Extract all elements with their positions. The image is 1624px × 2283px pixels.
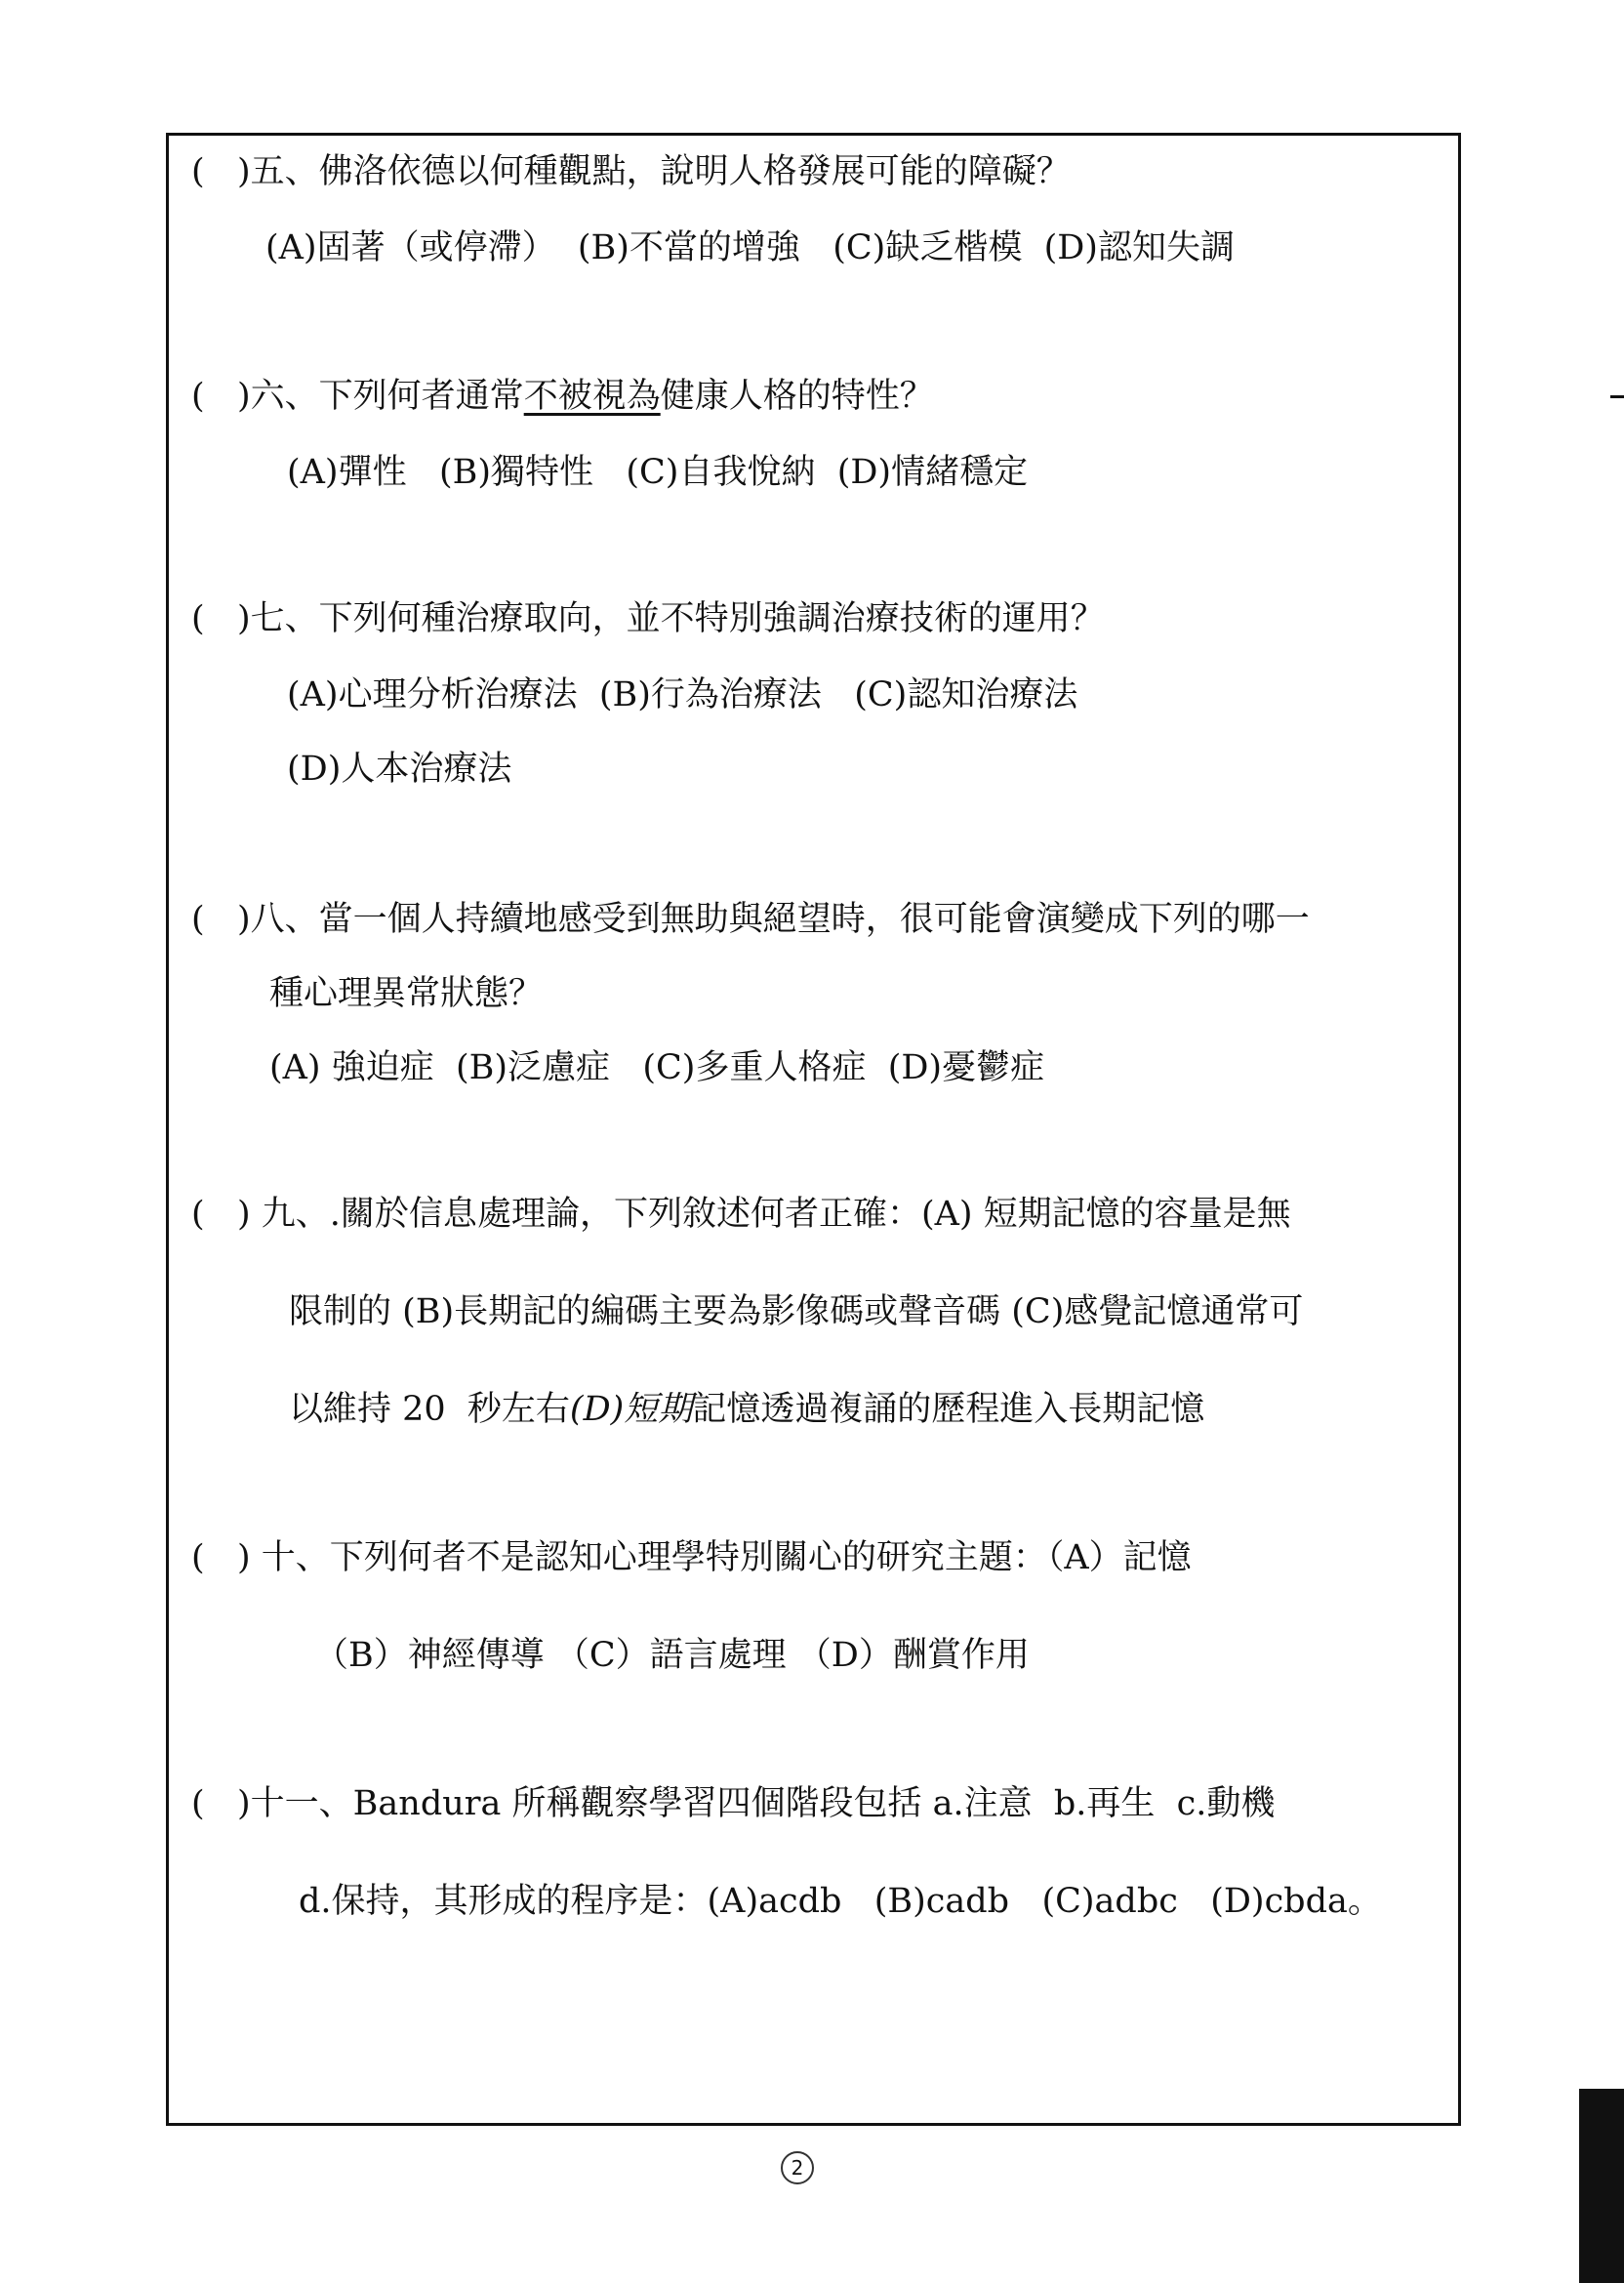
question-10-line1: ( ) 十、下列何者不是認知心理學特別關心的研究主題：（A）記憶 <box>191 1538 1192 1577</box>
question-7-options-line2: (D)人本治療法 <box>287 750 512 789</box>
scan-edge-bar <box>1579 2089 1624 2283</box>
question-9-line2: 限制的 (B)長期記的編碼主要為影像碼或聲音碼 (C)感覺記憶通常可 <box>289 1292 1304 1331</box>
question-frame <box>166 133 1461 2126</box>
question-6-stem <box>191 375 934 418</box>
page-number: 2 <box>781 2151 814 2184</box>
question-9-line1: ( ) 九、.關於信息處理論，下列敘述何者正確：(A) 短期記憶的容量是無 <box>191 1195 1291 1234</box>
question-9-line3-prefix: 以維持 20 秒左右 <box>289 1390 570 1429</box>
question-7-stem: ( )七、下列何種治療取向，並不特別強調治療技術的運用？ <box>191 599 1105 638</box>
question-6-stem-suffix: 健康人格的特性？ <box>660 377 934 416</box>
question-5-stem: ( )五、佛洛依德以何種觀點，說明人格發展可能的障礙？ <box>191 152 1071 191</box>
question-5-options: (A)固著（或停滯） (B)不當的增強 (C)缺乏楷模 (D)認知失調 <box>265 228 1235 267</box>
question-8-stem-line1: ( )八、當一個人持續地感受到無助與絕望時，很可能會演變成下列的哪一 <box>191 900 1310 939</box>
scan-edge-mark <box>1610 395 1624 398</box>
question-7-options-line1: (A)心理分析治療法 (B)行為治療法 (C)認知治療法 <box>287 675 1078 714</box>
question-6-stem-prefix: ( )六、下列何者通常 <box>191 377 524 416</box>
question-9-line3 <box>289 1388 1204 1431</box>
question-6-stem-underlined: 不被視為 <box>523 377 661 416</box>
question-9-line3-suffix: 記憶透過複誦的歷程進入長期記憶 <box>692 1390 1205 1429</box>
question-8-stem-line2: 種心理異常狀態？ <box>269 974 544 1013</box>
question-10-line2: （B）神經傳導 （C）語言處理 （D）酬賞作用 <box>314 1636 1030 1675</box>
question-8-options: (A) 強迫症 (B)泛慮症 (C)多重人格症 (D)憂鬱症 <box>269 1048 1045 1087</box>
handwritten-correction: (D)短期 <box>569 1390 693 1429</box>
question-11-line2: d.保持，其形成的程序是：(A)acdb (B)cadb (C)adbc (D)cbda。 <box>299 1882 1382 1921</box>
question-11-line1: ( )十一、Bandura 所稱觀察學習四個階段包括 a.注意 b.再生 c.動機 <box>191 1784 1276 1823</box>
question-6-options: (A)彈性 (B)獨特性 (C)自我悅納 (D)情緒穩定 <box>287 453 1029 492</box>
